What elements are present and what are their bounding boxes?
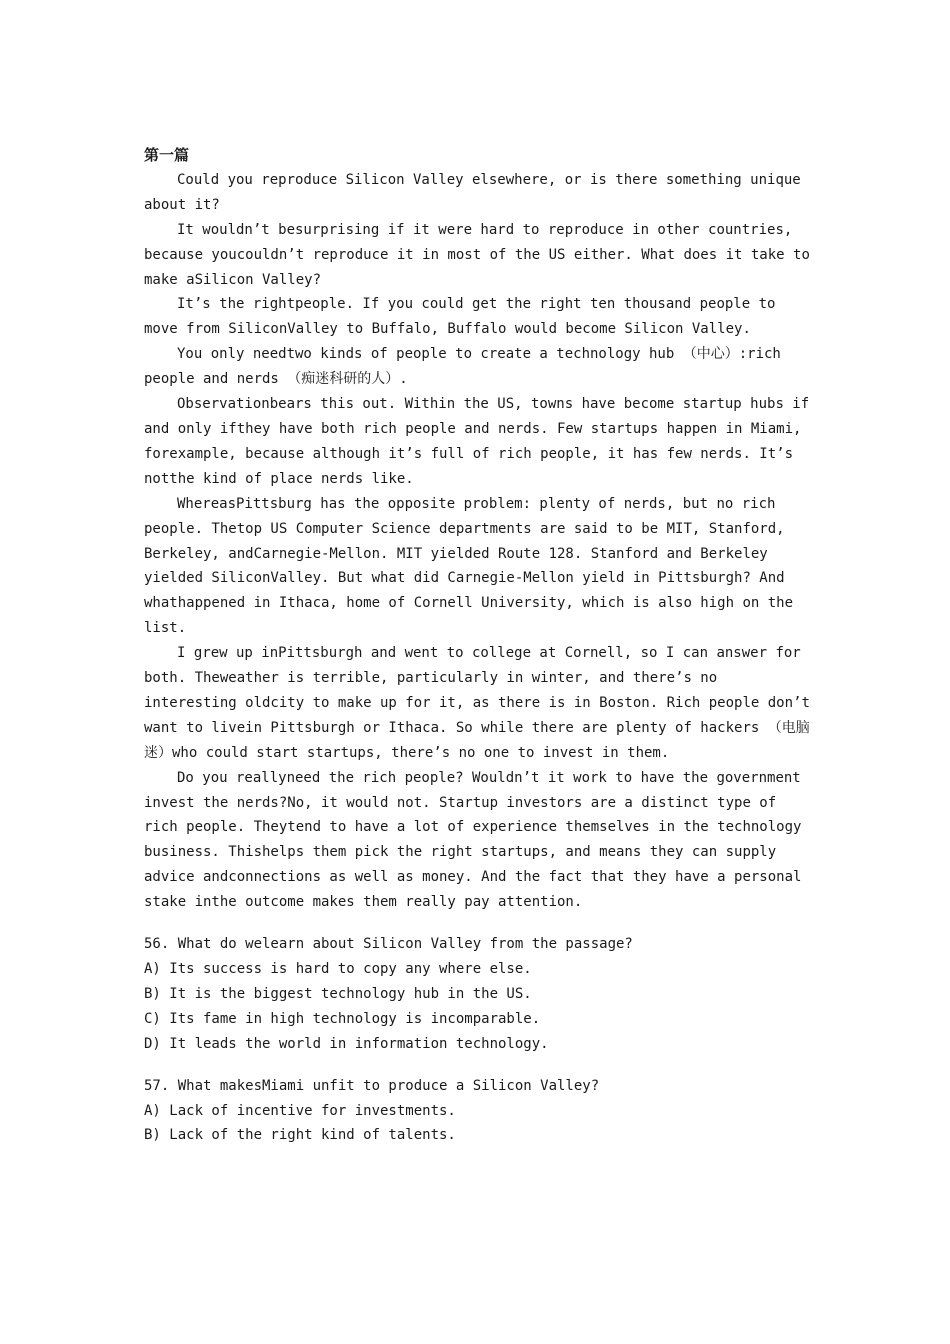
option-a: A) Its success is hard to copy any where else. <box>144 961 532 977</box>
paragraph-4: You only needtwo kinds of people to create a technology hub （中心）:rich people and nerds （痴迷科研的人）. <box>144 346 781 388</box>
question-stem: 56. What do welearn about Silicon Valley from the passage? <box>144 936 633 953</box>
option-b: B) Lack of the right kind of talents. <box>144 1127 456 1144</box>
paragraph-5: Observationbears this out. Within the US, towns have become startup hubs if and only ifthey have both rich people and nerds. Few startups happen in Miami, forexample, because although it’s full of rich people, it has few nerds. It’s notthe kind of place nerds like. <box>144 396 810 487</box>
question-stem: 57. What makesMiami unfit to produce a Silicon Valley? <box>144 1077 600 1094</box>
option-a: A) Lack of incentive for investments. <box>144 1102 456 1119</box>
document-page <box>144 143 814 1148</box>
passage <box>144 168 814 915</box>
paragraph-7: I grew up inPittsburgh and went to college at Cornell, so I can answer for both. Theweather is terrible, particularly in winter, and there’s no interesting oldcity to make up for it, as there is in Boston. Rich people don’t want to livein Pittsburgh or Ithaca. So while there are plenty of hackers （电脑迷）who could start startups, there’s no one to invest in them. <box>144 645 810 761</box>
paragraph-2: It wouldn’t besurprising if it were hard to reproduce in other countries, because youcouldn’t reproduce it in most of the US either. What does it take to make aSilicon Valley? <box>144 221 810 288</box>
section-title: 第一篇 <box>144 146 190 164</box>
option-b: B) It is the biggest technology hub in the US. <box>144 985 532 1002</box>
option-d: D) It leads the world in information technology. <box>144 1035 549 1052</box>
question-57 <box>144 1074 814 1149</box>
paragraph-1: Could you reproduce Silicon Valley elsewhere, or is there something unique about it? <box>144 171 801 213</box>
question-56 <box>144 932 814 1057</box>
option-c: C) Its fame in high technology is incomparable. <box>144 1010 541 1027</box>
paragraph-6: WhereasPittsburg has the opposite problem: plenty of nerds, but no rich people. Thetop US Computer Science departments are said to be MIT, Stanford, Berkeley, andCarnegie-Mellon. MIT yielded Route 128. Stanford and Berkeley yielded SiliconValley. But what did Carnegie-Mellon yield in Pittsburgh? And whathappened in Ithaca, home of Cornell University, which is also high on the list. <box>144 495 794 637</box>
paragraph-3: It’s the rightpeople. If you could get the right ten thousand people to move from SiliconValley to Buffalo, Buffalo would become Silicon Valley. <box>144 296 776 338</box>
paragraph-8: Do you reallyneed the rich people? Wouldn’t it work to have the government invest the nerds?No, it would not. Startup investors are a distinct type of rich people. Theytend to have a lot of experience themselves in the technology business. Thishelps them pick the right startups, and means they can supply advice andconnections as well as money. And the fact that they have a personal stake inthe outcome makes them really pay attention. <box>144 769 802 911</box>
